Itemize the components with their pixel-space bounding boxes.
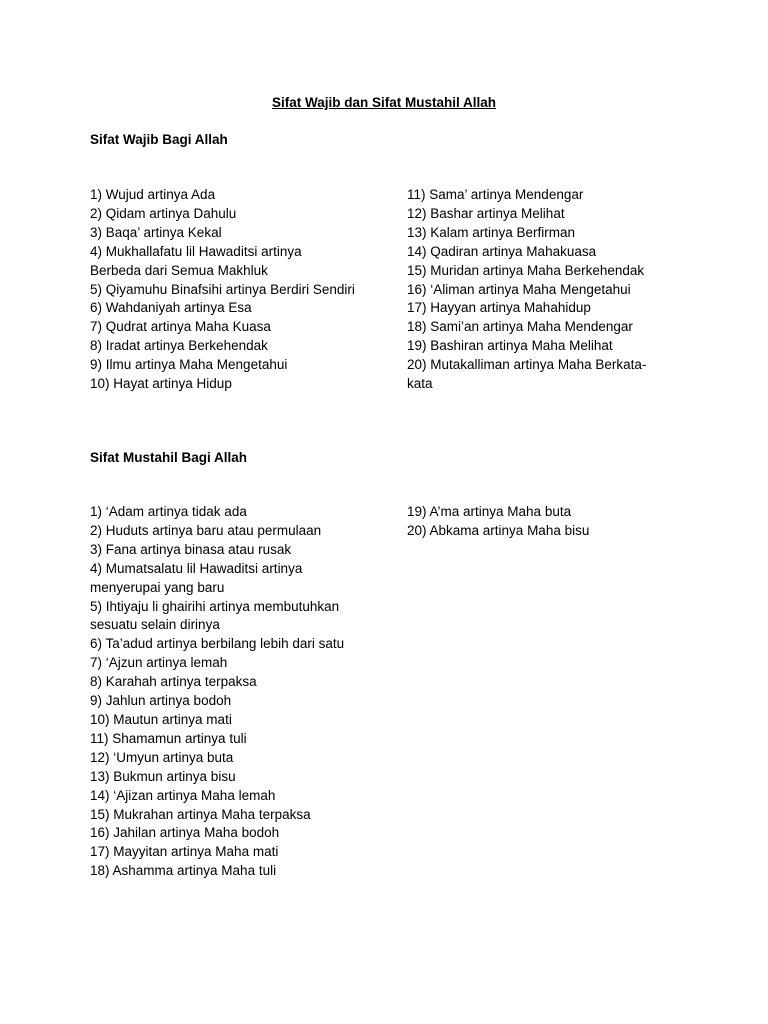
mustahil-list-item: 16) Jahilan artinya Maha bodoh [90, 825, 280, 841]
section-heading-wajib: Sifat Wajib Bagi Allah [90, 132, 228, 147]
wajib-list-item: 9) Ilmu artinya Maha Mengetahui [90, 357, 288, 373]
wajib-list-item: 11) Sama’ artinya Mendengar [407, 187, 584, 202]
wajib-list-item: Berbeda dari Semua Makhluk [90, 262, 268, 278]
mustahil-list-item: 2) Huduts artinya baru atau permulaan [90, 522, 322, 538]
wajib-list-item: 12) Bashar artinya Melihat [407, 205, 565, 221]
mustahil-list-item: 18) Ashamma artinya Maha tuli [90, 863, 277, 879]
wajib-list-item: 15) Muridan artinya Maha Berkehendak [407, 262, 645, 278]
document-title: Sifat Wajib dan Sifat Mustahil Allah [271, 95, 496, 110]
mustahil-list-item: 19) A’ma artinya Maha buta [407, 504, 572, 519]
wajib-list-left [90, 186, 380, 394]
wajib-list-item: 13) Kalam artinya Berfirman [407, 224, 576, 240]
mustahil-list-item: 11) Shamamun artinya tuli [90, 730, 247, 746]
mustahil-list-item: 3) Fana artinya binasa atau rusak [90, 541, 292, 557]
mustahil-list-item: 6) Ta’adud artinya berbilang lebih dari satu [90, 636, 345, 652]
mustahil-list-item: 5) Ihtiyaju li ghairihi artinya membutuhkan [90, 598, 340, 614]
wajib-list-item: 6) Wahdaniyah artinya Esa [90, 300, 252, 316]
wajib-list-item: 19) Bashiran artinya Maha Melihat [407, 338, 613, 354]
wajib-list-item: 16) ‘Aliman artinya Maha Mengetahui [407, 281, 631, 297]
wajib-list-item: 8) Iradat artinya Berkehendak [90, 338, 268, 354]
wajib-list-item: 4) Mukhallafatu lil Hawaditsi artinya [90, 243, 302, 259]
mustahil-list-item: 8) Karahah artinya terpaksa [90, 674, 257, 690]
mustahil-list-left [90, 503, 380, 881]
mustahil-list-item: 4) Mumatsalatu lil Hawaditsi artinya [90, 560, 303, 576]
mustahil-list-item: 14) ‘Ajizan artinya Maha lemah [90, 787, 276, 803]
wajib-list-item: kata [407, 376, 433, 392]
mustahil-list-item: sesuatu selain dirinya [90, 617, 220, 633]
wajib-list-item: 2) Qidam artinya Dahulu [90, 205, 237, 221]
wajib-list-item: 20) Mutakalliman artinya Maha Berkata- [407, 357, 647, 373]
mustahil-list-item: 7) ‘Ajzun artinya lemah [90, 655, 228, 671]
wajib-list-item: 5) Qiyamuhu Binafsihi artinya Berdiri Sendiri [90, 281, 355, 297]
mustahil-list-right [407, 503, 677, 541]
mustahil-list-item: 20) Abkama artinya Maha bisu [407, 522, 590, 538]
wajib-list-item: 18) Sami’an artinya Maha Mendengar [407, 319, 633, 335]
mustahil-list-item: 17) Mayyitan artinya Maha mati [90, 844, 279, 860]
wajib-list-item: 1) Wujud artinya Ada [90, 187, 216, 202]
section-heading-mustahil: Sifat Mustahil Bagi Allah [90, 450, 248, 465]
wajib-list-item: 10) Hayat artinya Hidup [90, 376, 232, 392]
wajib-list-item: 3) Baqa’ artinya Kekal [90, 224, 222, 240]
wajib-list-item: 14) Qadiran artinya Mahakuasa [407, 243, 597, 259]
wajib-list-item: 7) Qudrat artinya Maha Kuasa [90, 319, 271, 335]
mustahil-list-item: 10) Mautun artinya mati [90, 711, 232, 727]
wajib-list-right [407, 186, 677, 394]
wajib-list-item: 17) Hayyan artinya Mahahidup [407, 300, 591, 316]
mustahil-list-item: 13) Bukmun artinya bisu [90, 768, 236, 784]
mustahil-list-item: 15) Mukrahan artinya Maha terpaksa [90, 806, 311, 822]
mustahil-list-item: menyerupai yang baru [90, 579, 225, 595]
mustahil-list-item: 12) ‘Umyun artinya buta [90, 749, 234, 765]
mustahil-list-item: 1) ‘Adam artinya tidak ada [90, 504, 247, 519]
mustahil-list-item: 9) Jahlun artinya bodoh [90, 693, 232, 709]
